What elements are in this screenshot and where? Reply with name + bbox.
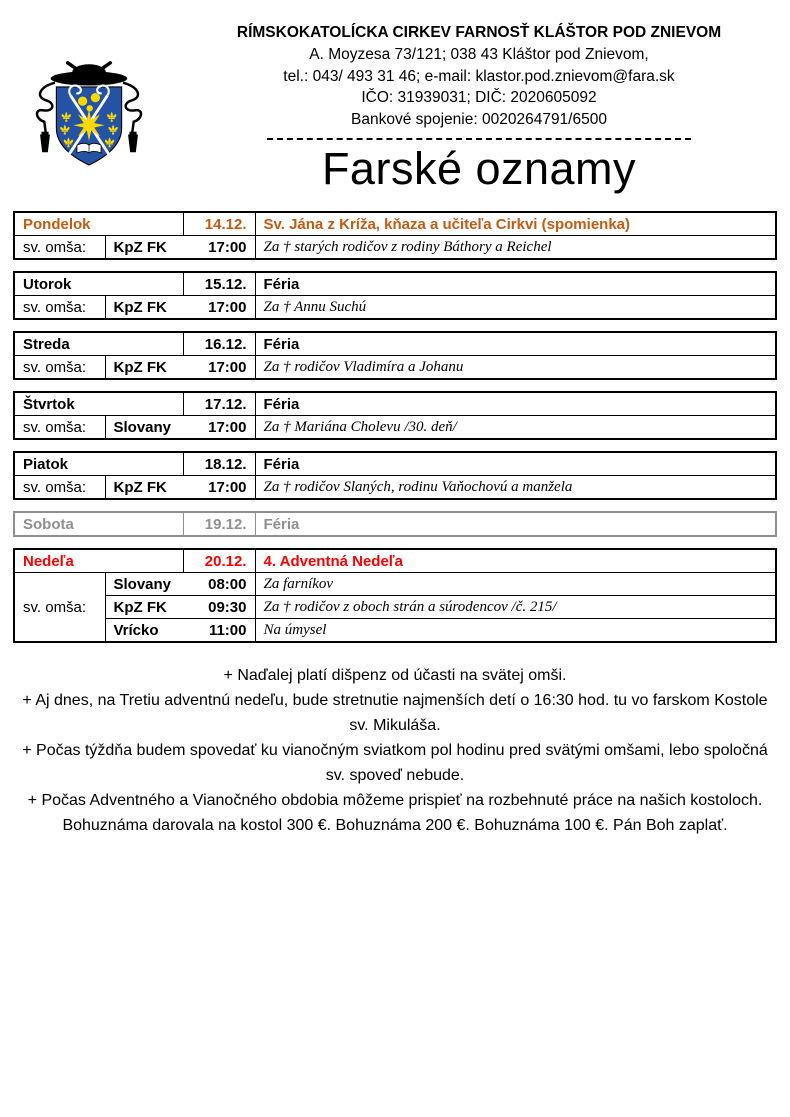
schedule-day-sobota: [13, 511, 777, 537]
day-date: 20.12.: [183, 549, 255, 573]
mass-intention: Na úmysel: [255, 619, 776, 643]
mass-place: KpZ FK: [113, 358, 167, 376]
galero-hat-icon: [51, 64, 128, 85]
mass-row: [14, 356, 776, 380]
mass-intention: Za † Annu Suchú: [255, 296, 776, 320]
mass-time: 17:00: [208, 238, 247, 256]
day-header-row: [14, 512, 776, 536]
day-date: 15.12.: [183, 272, 255, 296]
star-icon: [73, 110, 104, 141]
mass-schedule: [13, 211, 777, 643]
registration-line: IČO: 31939031; DIČ: 2020605092: [361, 89, 597, 106]
mass-intention: Za † rodičov Slaných, rodinu Vaňochovú a manžela: [255, 476, 776, 500]
day-header-row: [14, 549, 776, 573]
day-name: Streda: [14, 332, 183, 356]
mass-label: sv. omša:: [14, 476, 105, 500]
day-date: 14.12.: [183, 212, 255, 236]
day-date: 19.12.: [183, 512, 255, 536]
mass-place: Slovany: [113, 575, 172, 593]
day-feast: Féria: [255, 512, 776, 536]
mass-row: [14, 296, 776, 320]
day-feast: Féria: [255, 392, 776, 416]
mass-label: sv. omša:: [14, 356, 105, 380]
parish-coat-of-arms-logo: [32, 60, 146, 170]
document-header: [0, 0, 790, 195]
mass-time: 17:00: [208, 478, 247, 496]
day-feast: Féria: [255, 272, 776, 296]
day-date: 17.12.: [183, 392, 255, 416]
mass-time: 08:00: [208, 575, 247, 593]
announcement-item: + Naďalej platí dišpenz od účasti na svätej omši.: [223, 667, 567, 684]
mass-time: 17:00: [208, 418, 247, 436]
schedule-day-utorok: [13, 271, 777, 320]
mass-time: 17:00: [208, 298, 247, 316]
day-feast: 4. Adventná Nedeľa: [255, 549, 776, 573]
organization-name: RÍMSKOKATOLÍCKA CIRKEV FARNOSŤ KLÁŠTOR POD ZNIEVOM: [236, 24, 722, 41]
day-date: 18.12.: [183, 452, 255, 476]
mass-place-time: [105, 356, 255, 380]
schedule-day-pondelok: [13, 211, 777, 260]
announcement-item: Bohuznáma darovala na kostol 300 €. Bohuznáma 200 €. Bohuznáma 100 €. Pán Boh zaplať.: [62, 817, 728, 834]
mass-place: Slovany: [113, 418, 172, 436]
open-book-icon: [77, 143, 101, 153]
page-title: Farské oznamy: [321, 143, 637, 194]
mass-label: sv. omša:: [14, 416, 105, 440]
mass-place-time: [105, 416, 255, 440]
address-line: A. Moyzesa 73/121; 038 43 Kláštor pod Znievom,: [309, 46, 649, 63]
day-name: Sobota: [14, 512, 183, 536]
mass-row: [14, 476, 776, 500]
mass-label: sv. omša:: [14, 236, 105, 260]
day-feast: Sv. Jána z Kríža, kňaza a učiteľa Cirkvi (spomienka): [255, 212, 776, 236]
announcements-section: [18, 663, 772, 838]
day-feast: Féria: [255, 452, 776, 476]
header-text-block: [170, 22, 788, 195]
mass-intention: Za † starých rodičov z rodiny Báthory a Reichel: [255, 236, 776, 260]
mass-row: [14, 416, 776, 440]
mass-time: 17:00: [208, 358, 247, 376]
day-name: Piatok: [14, 452, 183, 476]
schedule-day-nedela: [13, 548, 777, 643]
contact-line: tel.: 043/ 493 31 46; e-mail: klastor.pod.znievom@fara.sk: [283, 67, 675, 85]
announcement-item: + Aj dnes, na Tretiu adventnú nedeľu, bude stretnutie najmenších detí o 16:30 hod. tu vo farskom Kostole sv. Mikuláša.: [22, 692, 768, 734]
mass-row: [14, 573, 776, 596]
announcement-item: + Počas týždňa budem spovedať ku vianočným sviatkom pol hodinu pred svätými omšami, lebo spoločná sv. spoveď nebude.: [22, 742, 768, 784]
day-feast: Féria: [255, 332, 776, 356]
mass-intention: Za † rodičov z oboch strán a súrodencov /č. 215/: [255, 596, 776, 619]
mass-label: sv. omša:: [14, 296, 105, 320]
mass-intention: Za † rodičov Vladimíra a Johanu: [255, 356, 776, 380]
mass-row: [14, 236, 776, 260]
mass-time: 09:30: [208, 598, 247, 616]
mass-place-time: [105, 596, 255, 619]
mass-place-time: [105, 236, 255, 260]
mass-place: KpZ FK: [113, 298, 167, 316]
day-date: 16.12.: [183, 332, 255, 356]
mass-row: [14, 596, 776, 619]
dashed-divider: [267, 138, 691, 140]
mass-place: KpZ FK: [113, 238, 167, 256]
day-header-row: [14, 212, 776, 236]
bank-line: Bankové spojenie: 0020264791/6500: [351, 110, 607, 128]
schedule-day-streda: [13, 331, 777, 380]
day-header-row: [14, 392, 776, 416]
mass-intention: Za † Mariána Cholevu /30. deň/: [255, 416, 776, 440]
mass-intention: Za farníkov: [255, 573, 776, 596]
mass-place: KpZ FK: [113, 598, 167, 616]
mass-place: Vrícko: [113, 621, 159, 639]
day-name: Pondelok: [14, 212, 183, 236]
mass-time: 11:00: [208, 621, 247, 639]
day-name: Štvrtok: [14, 392, 183, 416]
schedule-day-stvrtok: [13, 391, 777, 440]
mass-place-time: [105, 573, 255, 596]
day-name: Nedeľa: [14, 549, 183, 573]
announcement-item: + Počas Adventného a Vianočného obdobia môžeme prispieť na rozbehnuté práce na našich kostoloch.: [27, 792, 763, 809]
mass-place-time: [105, 296, 255, 320]
day-header-row: [14, 272, 776, 296]
mass-place-time: [105, 476, 255, 500]
day-header-row: [14, 452, 776, 476]
day-header-row: [14, 332, 776, 356]
day-name: Utorok: [14, 272, 183, 296]
mass-place: KpZ FK: [113, 478, 167, 496]
mass-place-time: [105, 619, 255, 643]
mass-label: sv. omša:: [14, 573, 105, 643]
mass-row: [14, 619, 776, 643]
schedule-day-piatok: [13, 451, 777, 500]
